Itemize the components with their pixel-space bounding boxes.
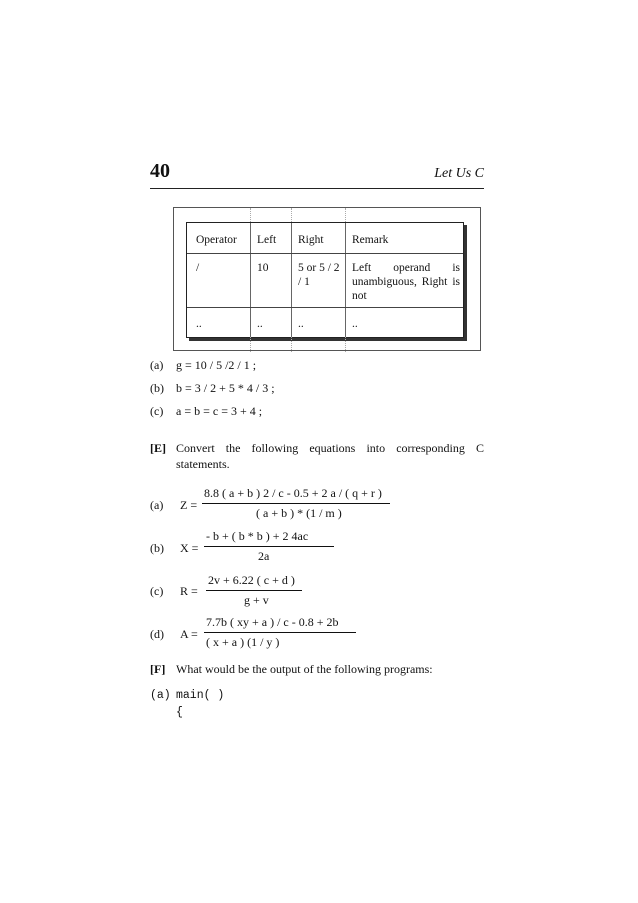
section-e-text-line2: statements. [176, 457, 230, 471]
equation-numerator: 2v + 6.22 ( c + d ) [208, 573, 295, 587]
equation-numerator: 8.8 ( a + b ) 2 / c - 0.5 + 2 a / ( q + r ) [204, 486, 382, 500]
equation-numerator: 7.7b ( xy + a ) / c - 0.8 + 2b [206, 615, 339, 629]
equation-a [150, 484, 490, 524]
table-column-divider [250, 223, 251, 337]
equation-label: (d) [150, 627, 164, 641]
equation-denominator: ( a + b ) * (1 / m ) [256, 506, 342, 520]
table-header-right: Right [298, 234, 324, 246]
table-column-divider [345, 223, 346, 337]
table-header-operator: Operator [196, 234, 237, 246]
table-cell: / [196, 262, 200, 274]
table-row-divider [187, 253, 463, 254]
equation-label: (b) [150, 541, 164, 555]
equation-b [150, 527, 490, 567]
statement-text: a = b = c = 3 + 4 ; [176, 404, 263, 418]
table-row-divider [187, 307, 463, 308]
statement-text: b = 3 / 2 + 5 * 4 / 3 ; [176, 381, 275, 395]
statement-label: (c) [150, 404, 164, 418]
equation-c [150, 572, 490, 612]
table-cell: .. [196, 318, 202, 330]
table-cell: .. [257, 318, 263, 330]
table-cell: 10 [257, 262, 269, 274]
header-rule [150, 188, 484, 189]
table-column-divider [291, 223, 292, 337]
fraction-bar [204, 546, 334, 547]
statement-label: (b) [150, 381, 164, 395]
table-header-left: Left [257, 234, 277, 246]
program-label: (a) [150, 689, 171, 702]
equation-label: (a) [150, 498, 164, 512]
table-cell: .. [352, 318, 358, 330]
program-code-line: { [176, 706, 183, 719]
statement-line [150, 381, 275, 396]
equation-numerator: - b + ( b * b ) + 2 4ac [206, 529, 309, 543]
section-e-text-line1: Convert the following equations into corresponding C [176, 441, 484, 455]
fraction-bar [204, 632, 356, 633]
table-cell: 5 or 5 / 2 / 1 [298, 262, 340, 288]
table-header-remark: Remark [352, 234, 389, 246]
statement-line [150, 358, 256, 373]
statement-label: (a) [150, 358, 164, 372]
equation-lhs: A = [180, 627, 198, 641]
fraction-bar [206, 590, 302, 591]
fraction-bar [202, 503, 390, 504]
equation-label: (c) [150, 584, 164, 598]
equation-denominator: g + v [244, 593, 269, 607]
equation-d [150, 614, 490, 654]
statement-line [150, 404, 262, 419]
program-code-line: main( ) [176, 689, 225, 702]
equation-lhs: Z = [180, 498, 198, 512]
table-cell: Left operand is unambiguous, Right is not [352, 262, 460, 302]
section-f-label: [F] [150, 662, 166, 676]
section-f-line [150, 662, 433, 677]
statement-text: g = 10 / 5 /2 / 1 ; [176, 358, 257, 372]
table-cell: .. [298, 318, 304, 330]
page-number: 40 [150, 160, 170, 182]
section-e-label: [E] [150, 441, 166, 455]
equation-lhs: R = [180, 584, 198, 598]
equation-denominator: ( x + a ) (1 / y ) [206, 635, 280, 649]
equation-lhs: X = [180, 541, 199, 555]
section-f-text: What would be the output of the following programs: [176, 662, 433, 676]
running-title: Let Us C [434, 166, 484, 181]
equation-denominator: 2a [258, 549, 270, 563]
operator-table [186, 222, 464, 338]
